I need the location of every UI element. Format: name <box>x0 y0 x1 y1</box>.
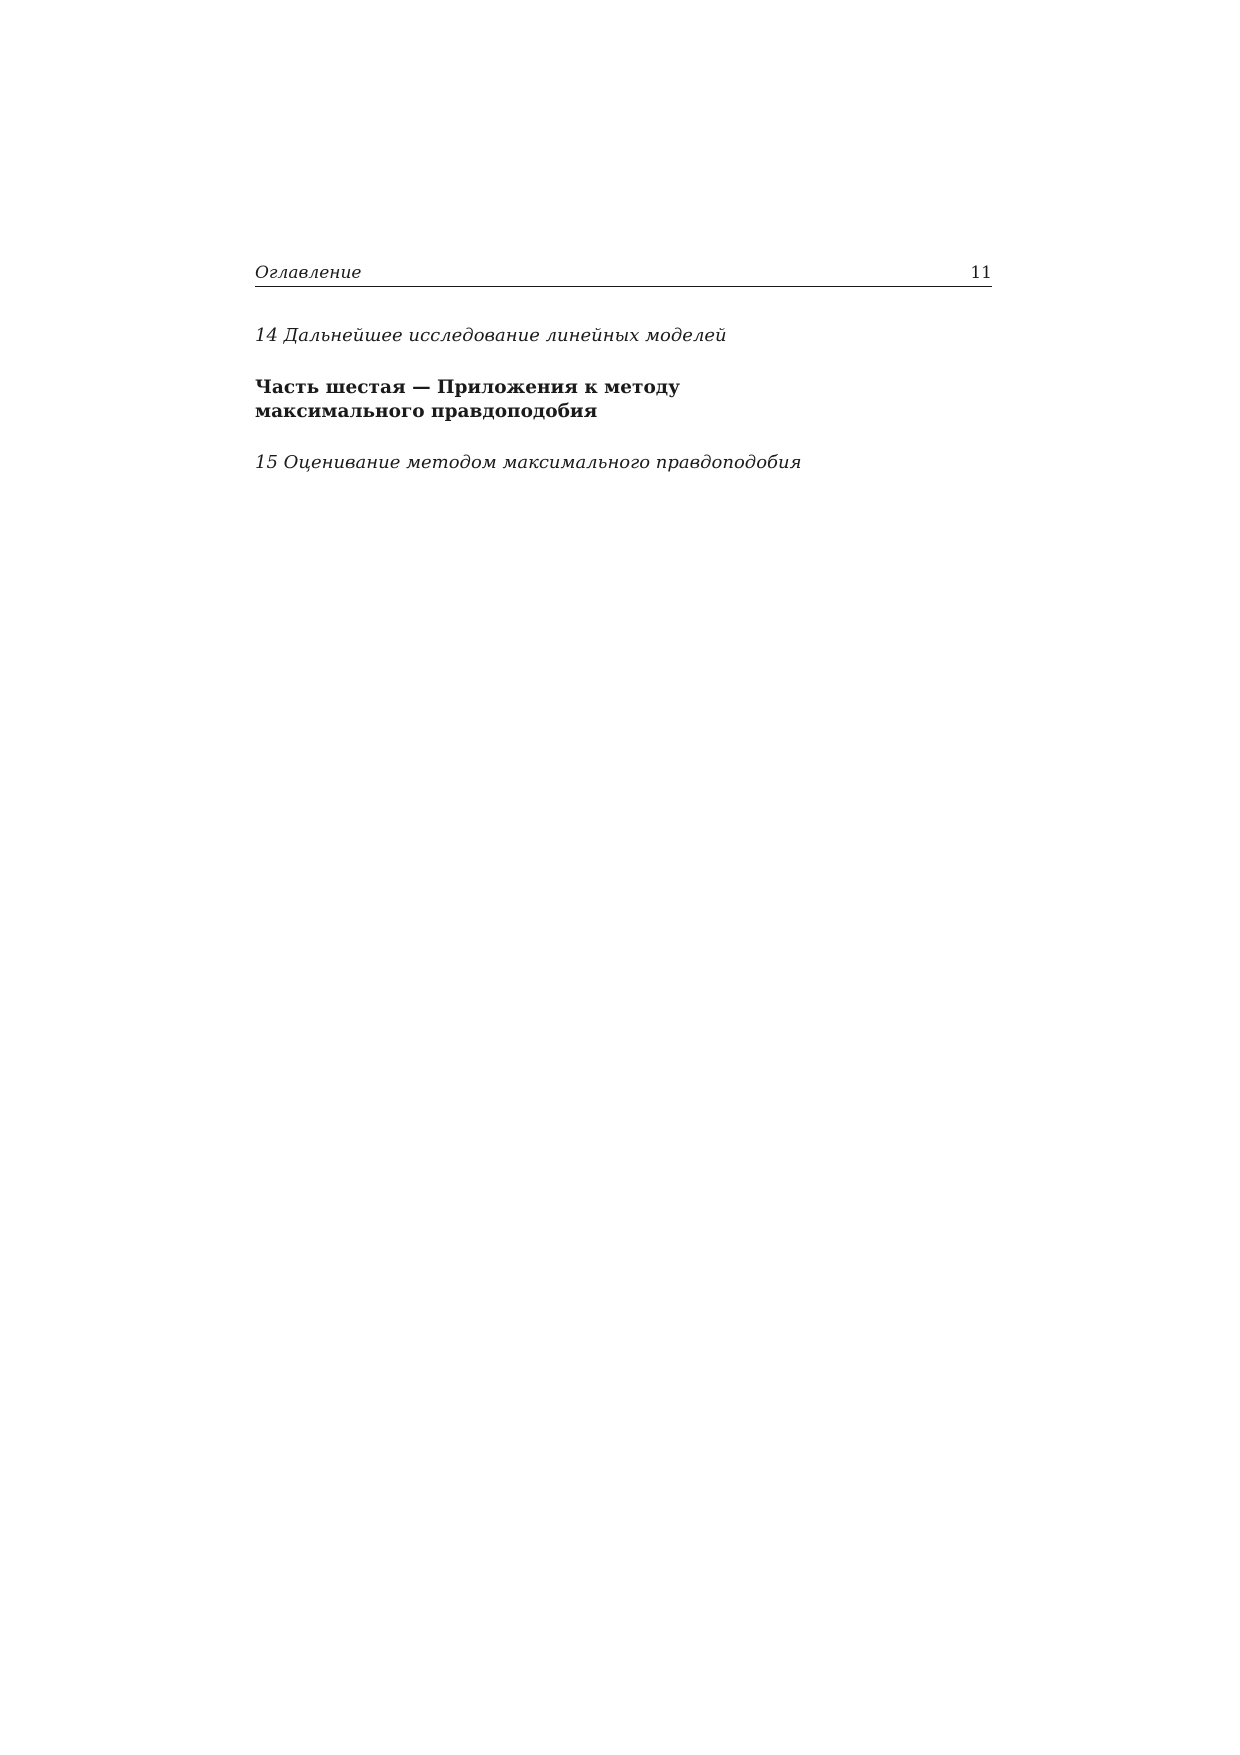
part-6-title: Часть шестая — Приложения к методу максимального правдоподобия <box>255 377 680 422</box>
page <box>255 263 992 479</box>
chapter-15-title: 15 Оценивание методом максимального правдоподобия <box>255 452 802 473</box>
page-number: 11 <box>970 263 992 283</box>
running-head <box>255 263 992 287</box>
running-head-title: Оглавление <box>255 263 362 283</box>
chapter-14-title: 14 Дальнейшее исследование линейных моделей <box>255 325 727 346</box>
